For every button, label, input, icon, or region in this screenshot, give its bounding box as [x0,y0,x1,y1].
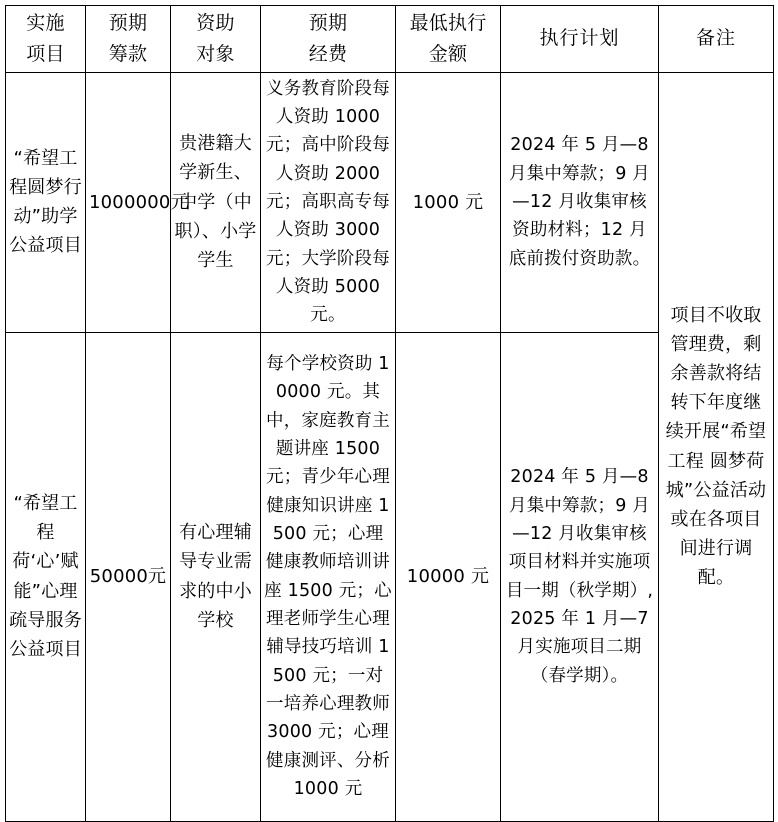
column-header-budget-line2: 经费 [308,42,348,65]
cell-funding-target: 贵港籍大学新生、中学（中职）、小学学生 [171,72,261,332]
cell-remark-merged: 项目不收取管理费，剩余善款将结转下年度继续开展“希望工程 圆梦荷城”公益活动或在各项目间进行调配。 [659,72,774,821]
column-header-min-exec-amount [396,6,501,73]
implementation-projects-table [5,5,774,822]
column-header-target-line1: 资助 [196,12,235,34]
cell-expected-funding: 50000元 [86,332,171,821]
column-header-project [6,6,86,73]
column-header-min-exec-line1: 最低执行 [409,12,487,34]
table-body [6,72,774,821]
table-header-row [6,6,774,73]
cell-min-execution-amount: 1000 元 [396,72,501,332]
column-header-budget [261,6,396,73]
cell-expected-funding: 1000000元 [86,72,171,332]
cell-funding-target: 有心理辅导专业需求的中小学校 [171,332,261,821]
cell-min-execution-amount: 10000 元 [396,332,501,821]
cell-execution-plan: 2024 年 5 月—8 月集中筹款；9 月—12 月收集审核项目材料并实施项目一期（秋学期）, 2025 年 1 月—7 月实施项目二期（春学期）。 [501,332,659,821]
column-header-target-line2: 对象 [196,42,235,65]
column-header-project-line1: 实施 [26,12,65,34]
column-header-remark: 备注 [659,6,774,73]
cell-project-name: “希望工程圆梦行动”助学公益项目 [6,72,86,332]
table-row [6,332,774,821]
column-header-funding-line2: 筹款 [108,42,148,65]
column-header-budget-line1: 预期 [308,12,348,34]
cell-execution-plan: 2024 年 5 月—8 月集中筹款；9 月—12 月收集审核资助材料；12 月底前拨付资助款。 [501,72,659,332]
cell-expected-budget: 义务教育阶段每人资助 1000 元；高中阶段每人资助 2000 元；高职高专每人资助 3000 元；大学阶段每人资助 5000 元。 [261,72,396,332]
cell-project-name: “希望工程荷‘心’赋能”心理疏导服务公益项目 [6,332,86,821]
column-header-funding-line1: 预期 [108,12,148,34]
column-header-project-line2: 项目 [26,42,65,65]
column-header-execution-plan: 执行计划 [501,6,659,73]
cell-expected-budget: 每个学校资助 10000 元。其中，家庭教育主题讲座 1500 元；青少年心理健康知识讲座 1500 元；心理健康教师培训讲座 1500 元；心理老师学生心理辅导技巧培训 1500 元；一对一培养心理教师 3000 元；心理健康测评、分析 1000 元 [261,332,396,821]
table-header [6,6,774,73]
table-row [6,72,774,332]
column-header-funding [86,6,171,73]
column-header-target [171,6,261,73]
column-header-min-exec-line2: 金额 [428,42,468,65]
